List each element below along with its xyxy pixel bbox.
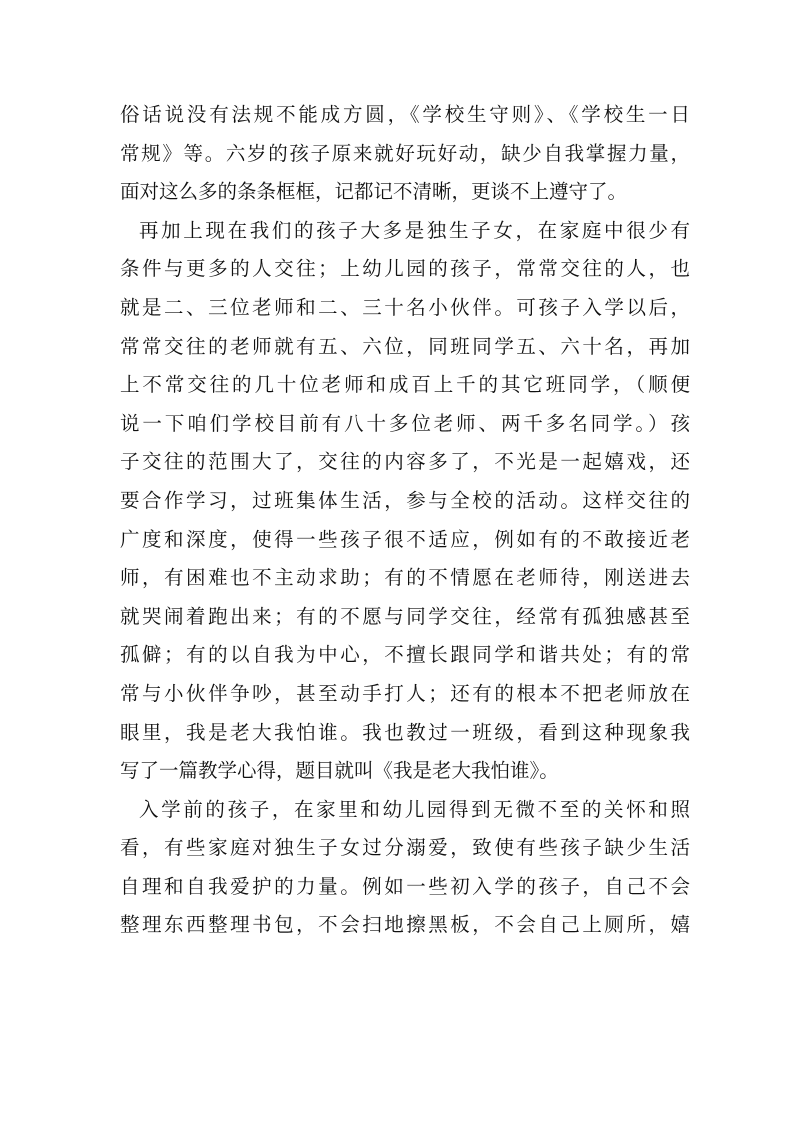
text-line: 师，有困难也不主动求助；有的不情愿在老师待，刚送进去 bbox=[120, 566, 690, 590]
text-line: 看，有些家庭对独生子女过分溺爱，致使有些孩子缺少生活 bbox=[120, 836, 690, 860]
text-line: 整理东西整理书包，不会扫地擦黑板，不会自己上厕所，嬉 bbox=[120, 913, 690, 937]
text-line: 面对这么多的条条框框，记都记不清晰，更谈不上遵守了。 bbox=[120, 180, 628, 204]
text-line: 子交往的范围大了，交往的内容多了，不光是一起嬉戏，还 bbox=[120, 450, 690, 474]
text-line: 再加上现在我们的孩子大多是独生子女，在家庭中很少有 bbox=[139, 218, 690, 242]
text-line: 俗话说没有法规不能成方圆，《学校生守则》、《学校生一日 bbox=[120, 103, 690, 126]
text-line: 就哭闹着跑出来；有的不愿与同学交往，经常有孤独感甚至 bbox=[120, 604, 690, 628]
text-line: 条件与更多的人交往；上幼儿园的孩子，常常交往的人，也 bbox=[120, 257, 690, 281]
text-line: 孤僻；有的以自我为中心，不擅长跟同学和谐共处；有的常 bbox=[120, 643, 690, 667]
text-line: 常与小伙伴争吵，甚至动手打人；还有的根本不把老师放在 bbox=[120, 681, 690, 705]
text-line: 说一下咱们学校目前有八十多位老师、两千多名同学。）孩 bbox=[120, 411, 690, 435]
document-body bbox=[120, 96, 690, 945]
text-line: 入学前的孩子，在家里和幼儿园得到无微不至的关怀和照 bbox=[139, 797, 690, 821]
text-line: 常常交往的老师就有五、六位，同班同学五、六十名，再加 bbox=[120, 334, 690, 358]
text-line: 要合作学习，过班集体生活，参与全校的活动。这样交往的 bbox=[120, 488, 690, 512]
text-line: 写了一篇教学心得，题目就叫《我是老大我怕谁》。 bbox=[120, 759, 559, 783]
text-line: 常规》等。六岁的孩子原来就好玩好动，缺少自我掌握力量， bbox=[120, 141, 690, 165]
text-line: 自理和自我爱护的力量。例如一些初入学的孩子，自己不会 bbox=[120, 874, 690, 898]
text-line: 眼里，我是老大我怕谁。我也教过一班级，看到这种现象我 bbox=[120, 720, 690, 744]
text-line: 广度和深度，使得一些孩子很不适应，例如有的不敢接近老 bbox=[120, 527, 690, 551]
text-line: 上不常交往的几十位老师和成百上千的其它班同学，（顺便 bbox=[120, 373, 690, 397]
text-line: 就是二、三位老师和二、三十名小伙伴。可孩子入学以后， bbox=[120, 295, 690, 319]
